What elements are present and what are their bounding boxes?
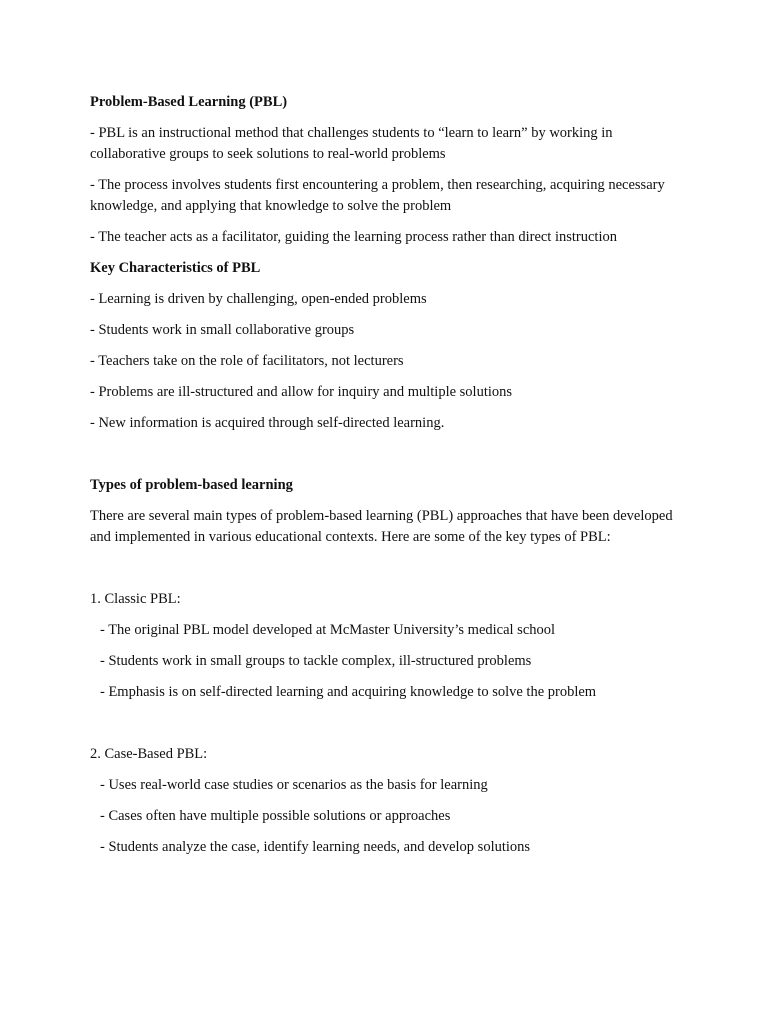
- case-based-pbl-point-2: - Cases often have multiple possible solutions or approaches: [100, 808, 451, 824]
- pbl-point-3: - The teacher acts as a facilitator, guiding the learning process rather than direct instruction: [90, 229, 617, 245]
- characteristic-5: - New information is acquired through self-directed learning.: [90, 415, 445, 431]
- classic-pbl-point-1: - The original PBL model developed at McMaster University’s medical school: [100, 622, 556, 638]
- characteristics-heading: Key Characteristics of PBL: [90, 260, 261, 276]
- pbl-point-2: - The process involves students first encountering a problem, then researching, acquiring necessary knowledge, and applying that knowledge to solve the problem: [90, 177, 665, 214]
- characteristic-2: - Students work in small collaborative groups: [90, 322, 355, 338]
- characteristic-4: - Problems are ill-structured and allow for inquiry and multiple solutions: [90, 384, 513, 400]
- case-based-pbl-title: 2. Case-Based PBL:: [90, 746, 208, 762]
- characteristic-3: - Teachers take on the role of facilitators, not lecturers: [90, 353, 404, 369]
- types-intro: There are several main types of problem-based learning (PBL) approaches that have been developed and implemented in various educational contexts. Here are some of the key types of PBL:: [90, 508, 673, 545]
- characteristic-1: - Learning is driven by challenging, open-ended problems: [90, 291, 427, 307]
- pbl-heading: Problem-Based Learning (PBL): [90, 94, 288, 110]
- classic-pbl-title: 1. Classic PBL:: [90, 591, 181, 607]
- case-based-pbl-point-1: - Uses real-world case studies or scenarios as the basis for learning: [100, 777, 488, 793]
- pbl-point-1: - PBL is an instructional method that challenges students to “learn to learn” by working in collaborative groups to seek solutions to real-world problems: [90, 125, 613, 162]
- case-based-pbl-point-3: - Students analyze the case, identify learning needs, and develop solutions: [100, 839, 531, 855]
- types-heading: Types of problem-based learning: [90, 477, 293, 493]
- classic-pbl-point-2: - Students work in small groups to tackle complex, ill-structured problems: [100, 653, 532, 669]
- classic-pbl-point-3: - Emphasis is on self-directed learning and acquiring knowledge to solve the problem: [100, 684, 597, 700]
- document-page: [90, 92, 690, 868]
